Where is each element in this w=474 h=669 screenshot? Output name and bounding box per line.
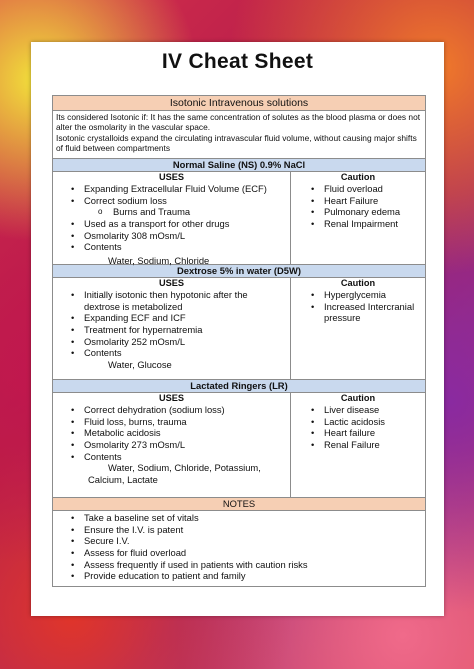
list-item: • Hyperglycemia [291,289,425,301]
lr-caution-title: Caution [340,393,376,404]
ns-caution-column [291,172,425,264]
list-item: • Assess frequently if used in patients with caution risks [53,559,425,571]
list-item: • Fluid loss, burns, trauma [53,416,290,428]
list-item: • Correct sodium loss [53,195,290,207]
intro-text [53,111,425,159]
lr-uses-title: USES [158,393,185,404]
list-item: • Heart Failure [291,195,425,207]
list-item: • Secure I.V. [53,535,425,547]
d5w-uses-column [53,278,291,379]
notes-header: NOTES [53,498,425,511]
list-item: • Assess for fluid overload [53,547,425,559]
list-item: • Initially isotonic then hypotonic after the dextrose is metabolized [53,289,290,312]
list-item: • Treatment for hypernatremia [53,324,290,336]
list-item: • Used as a transport for other drugs [53,218,290,230]
list-item: • Metabolic acidosis [53,427,290,439]
list-item: Water, Glucose [108,358,172,370]
ns-section [53,172,425,265]
d5w-section [53,278,425,380]
notes-list [53,512,425,582]
lr-section [53,393,425,498]
list-item: • Correct dehydration (sodium loss) [53,404,290,416]
ns-uses-title: USES [158,172,185,183]
list-item: • Contents [53,451,290,463]
list-item: • Provide education to patient and family [53,570,425,582]
list-item: • Expanding ECF and ICF [53,312,290,324]
ns-header: Normal Saline (NS) 0.9% NaCl [53,159,425,172]
ns-uses-column [53,172,291,264]
list-item: • Increased Intercranial pressure [291,301,425,324]
list-item: • Contents [53,241,290,253]
d5w-caution-column [291,278,425,379]
intro-description: Isotonic crystalloids expand the circulating intravascular fluid volume, without causing major shifts of fluid between compartments [56,132,417,153]
list-item: • Renal Failure [291,439,425,451]
d5w-header: Dextrose 5% in water (D5W) [53,265,425,278]
list-item: • Pulmonary edema [291,206,425,218]
ns-caution-title: Caution [340,172,376,183]
list-item: • Osmolarity 308 mOsm/L [53,230,290,242]
notes-section [53,511,425,586]
list-item: • Expanding Extracellular Fluid Volume (ECF) [53,183,290,195]
page-title: IV Cheat Sheet [161,50,314,73]
list-item: • Renal Impairment [291,218,425,230]
cheat-sheet-page [31,42,444,616]
d5w-caution-list [291,289,425,324]
lr-header: Lactated Ringers (LR) [53,380,425,393]
cheat-sheet-table [52,95,426,587]
list-item: Water, Sodium, Chloride, Potassium, Calcium, Lactate [88,462,261,485]
list-item: Water, Sodium, Chloride [108,254,210,266]
d5w-uses-list [53,289,290,370]
list-item: • Osmolarity 252 mOsm/L [53,336,290,348]
lr-caution-column [291,393,425,497]
d5w-caution-title: Caution [340,278,376,289]
intro-definition: Its considered Isotonic if: It has the same concentration of solutes as the blood plasma or does not alter the osmolarity in the vascular space. [56,112,421,133]
list-item: • Lactic acidosis [291,416,425,428]
d5w-uses-title: USES [158,278,185,289]
ns-caution-list [291,183,425,229]
list-item: • Ensure the I.V. is patent [53,524,425,536]
lr-uses-column [53,393,291,497]
list-item: • Osmolarity 273 mOsm/L [53,439,290,451]
lr-caution-list [291,404,425,450]
list-item: • Take a baseline set of vitals [53,512,425,524]
list-item: • Heart failure [291,427,425,439]
lr-uses-list [53,404,290,485]
list-item: • Liver disease [291,404,425,416]
list-item: • Contents [53,347,290,359]
intro-header: Isotonic Intravenous solutions [53,96,425,111]
list-item: o Burns and Trauma [53,206,290,218]
list-item: • Fluid overload [291,183,425,195]
ns-uses-list [53,183,290,266]
